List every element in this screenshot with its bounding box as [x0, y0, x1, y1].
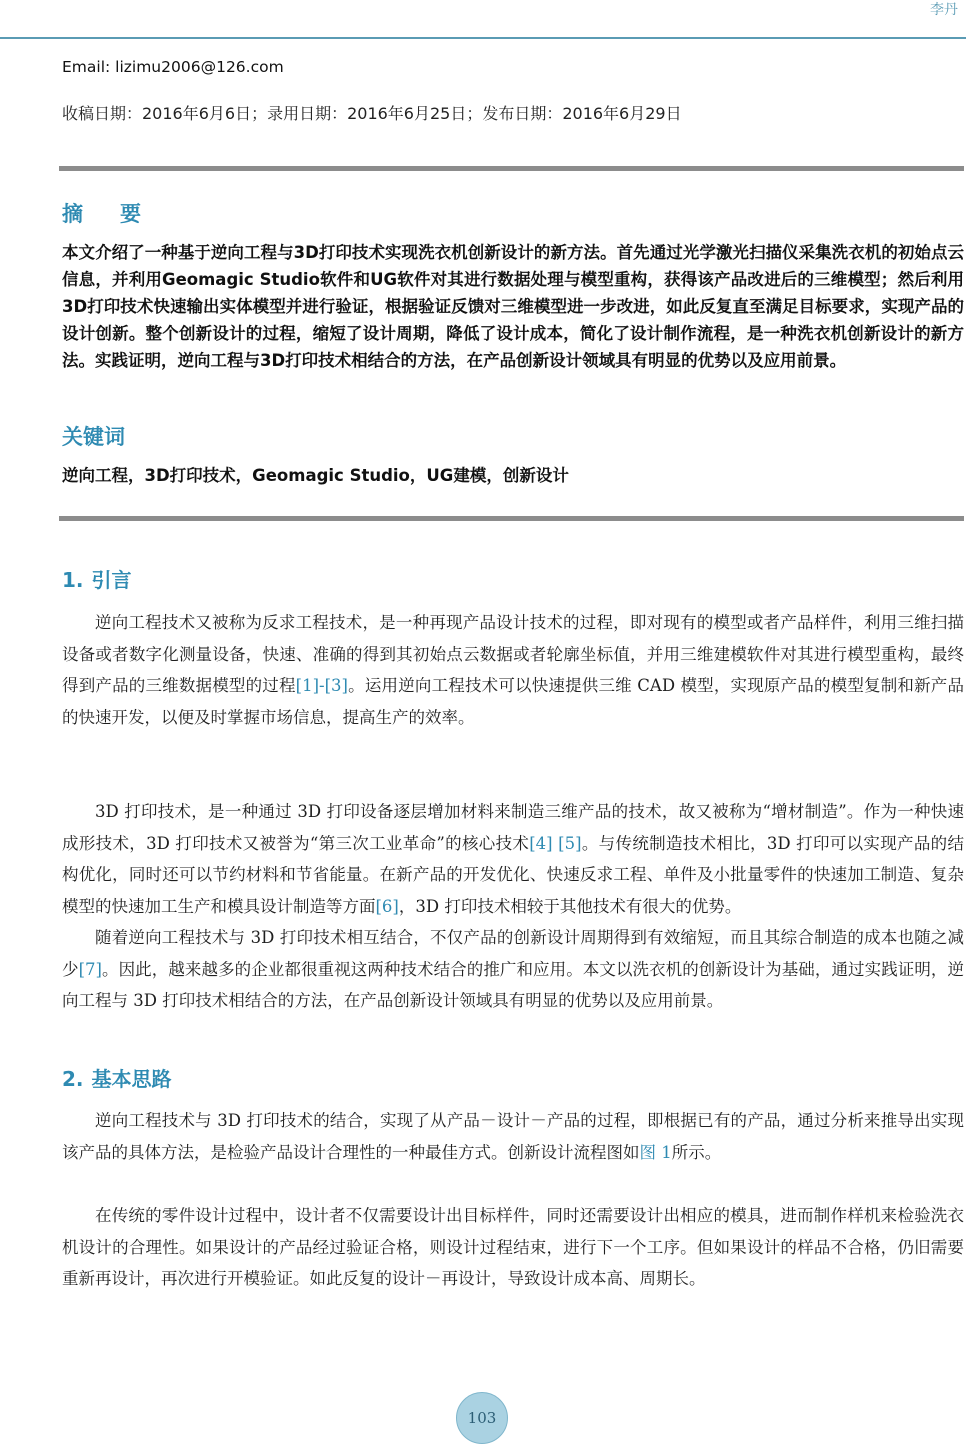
abstract-text: 本文介绍了一种基于逆向工程与3D打印技术实现洗衣机创新设计的新方法。首先通过光学激光扫描仪采集洗衣机的初始点云信息，并利用Geomagic Studio软件和UG软件对其进行数据处理与模型重构，获得该产品改进后的三维模型；然后利用3D打印技术快速输出实体模型并进行验证，根据验证反馈对三维模型进一步改进，如此反复直至满足目标要求，实现产品的设计创新。整个创新设计的过程，缩短了设计周期，降低了设计成本，简化了设计制作流程，是一种洗衣机创新设计的新方法。实践证明，逆向工程与3D打印技术相结合的方法，在产品创新设计领域具有明显的优势以及应用前景。 [62, 243, 964, 370]
paragraph-text: 在传统的零件设计过程中，设计者不仅需要设计出目标样件，同时还需要设计出相应的模具，进而制作样机来检验洗衣机设计的合理性。如果设计的产品经过验证合格，则设计过程结束，进行下一个工序。但如果设计的样品不合格，仍旧需要重新再设计，再次进行开模验证。如此反复的设计－再设计，导致设计成本高、周期长。 [62, 1206, 964, 1288]
citation-link[interactable]: [7] [78, 959, 102, 979]
body-paragraph [62, 607, 964, 733]
paragraph-text: 随着逆向工程技术与 3D 打印技术相互结合，不仅产品的创新设计周期得到有效缩短，而且其综合制造的成本也随之减少 [62, 928, 964, 979]
body-paragraph [62, 1200, 964, 1295]
section-heading-introduction [62, 564, 132, 593]
paragraph-text: 。运用逆向工程技术可以快速提供三维 CAD 模型，实现原产品的模型复制和新产品的快速开发，以便及时掌握市场信息，提高生产的效率。 [62, 676, 965, 727]
figure-link[interactable]: 图 1 [639, 1142, 672, 1162]
keywords-heading: 关键词 [62, 425, 125, 449]
paragraph-text: 。因此，越来越多的企业都很重视这两种技术结合的推广和应用。本文以洗衣机的创新设计为基础，通过实践证明，逆向工程与 3D 打印技术相结合的方法，在产品创新设计领域具有明显的优势以及应用前景。 [62, 959, 965, 1010]
section-title: 基本思路 [91, 1067, 172, 1091]
section-title: 引言 [91, 568, 132, 592]
header-rule [0, 37, 966, 39]
body-paragraph [62, 1105, 964, 1168]
section-divider [59, 166, 964, 171]
paragraph-text: 逆向工程技术与 3D 打印技术的结合，实现了从产品－设计－产品的过程，即根据已有的产品，通过分析来推导出实现该产品的具体方法，是检验产品设计合理性的一种最佳方式。创新设计流程图如 [62, 1111, 964, 1162]
section-heading-basic-idea [62, 1063, 172, 1092]
author-email: Email: lizimu2006@126.com [62, 58, 284, 76]
section-number: 2. [62, 1067, 84, 1091]
paragraph-text: 3D 打印技术，是一种通过 3D 打印设备逐层增加材料来制造三维产品的技术，故又被称为“增材制造”。作为一种快速成形技术，3D 打印技术又被誉为“第三次工业革命”的核心技术 [62, 802, 964, 853]
paragraph-text: 。与传统制造技术相比，3D 打印可以实现产品的结构优化，同时还可以节约材料和节省能量。在新产品的开发优化、快速反求工程、单件及小批量零件的快速加工制造、复杂模型的快速加工生产和模具设计制造等方面 [62, 833, 964, 916]
citation-link[interactable]: [1]-[3] [295, 676, 348, 695]
citation-link[interactable]: [6] [375, 896, 399, 916]
page-number-badge: 103 [456, 1392, 508, 1444]
publication-dates: 收稿日期：2016年6月6日；录用日期：2016年6月25日；发布日期：2016年6月29日 [62, 104, 682, 123]
body-paragraph [62, 922, 964, 1017]
paragraph-text: 所示。 [671, 1142, 722, 1162]
section-number: 1. [62, 568, 84, 592]
paragraph-text: 逆向工程技术又被称为反求工程技术，是一种再现产品设计技术的过程，即对现有的模型或者产品样件，利用三维扫描设备或者数字化测量设备，快速、准确的得到其初始点云数据或者轮廓坐标值，并用三维建模软件对其进行模型重构，最终得到产品的三维数据模型的过程 [62, 613, 964, 695]
section-divider [59, 516, 964, 521]
citation-link[interactable]: [4] [5] [529, 833, 582, 853]
header-author: 李丹 [930, 2, 958, 18]
paragraph-text: ，3D 打印技术相较于其他技术有很大的优势。 [398, 896, 742, 916]
keywords-text: 逆向工程，3D打印技术，Geomagic Studio，UG建模，创新设计 [62, 466, 569, 485]
body-paragraph [62, 796, 964, 922]
abstract-heading: 摘 要 [62, 202, 149, 226]
